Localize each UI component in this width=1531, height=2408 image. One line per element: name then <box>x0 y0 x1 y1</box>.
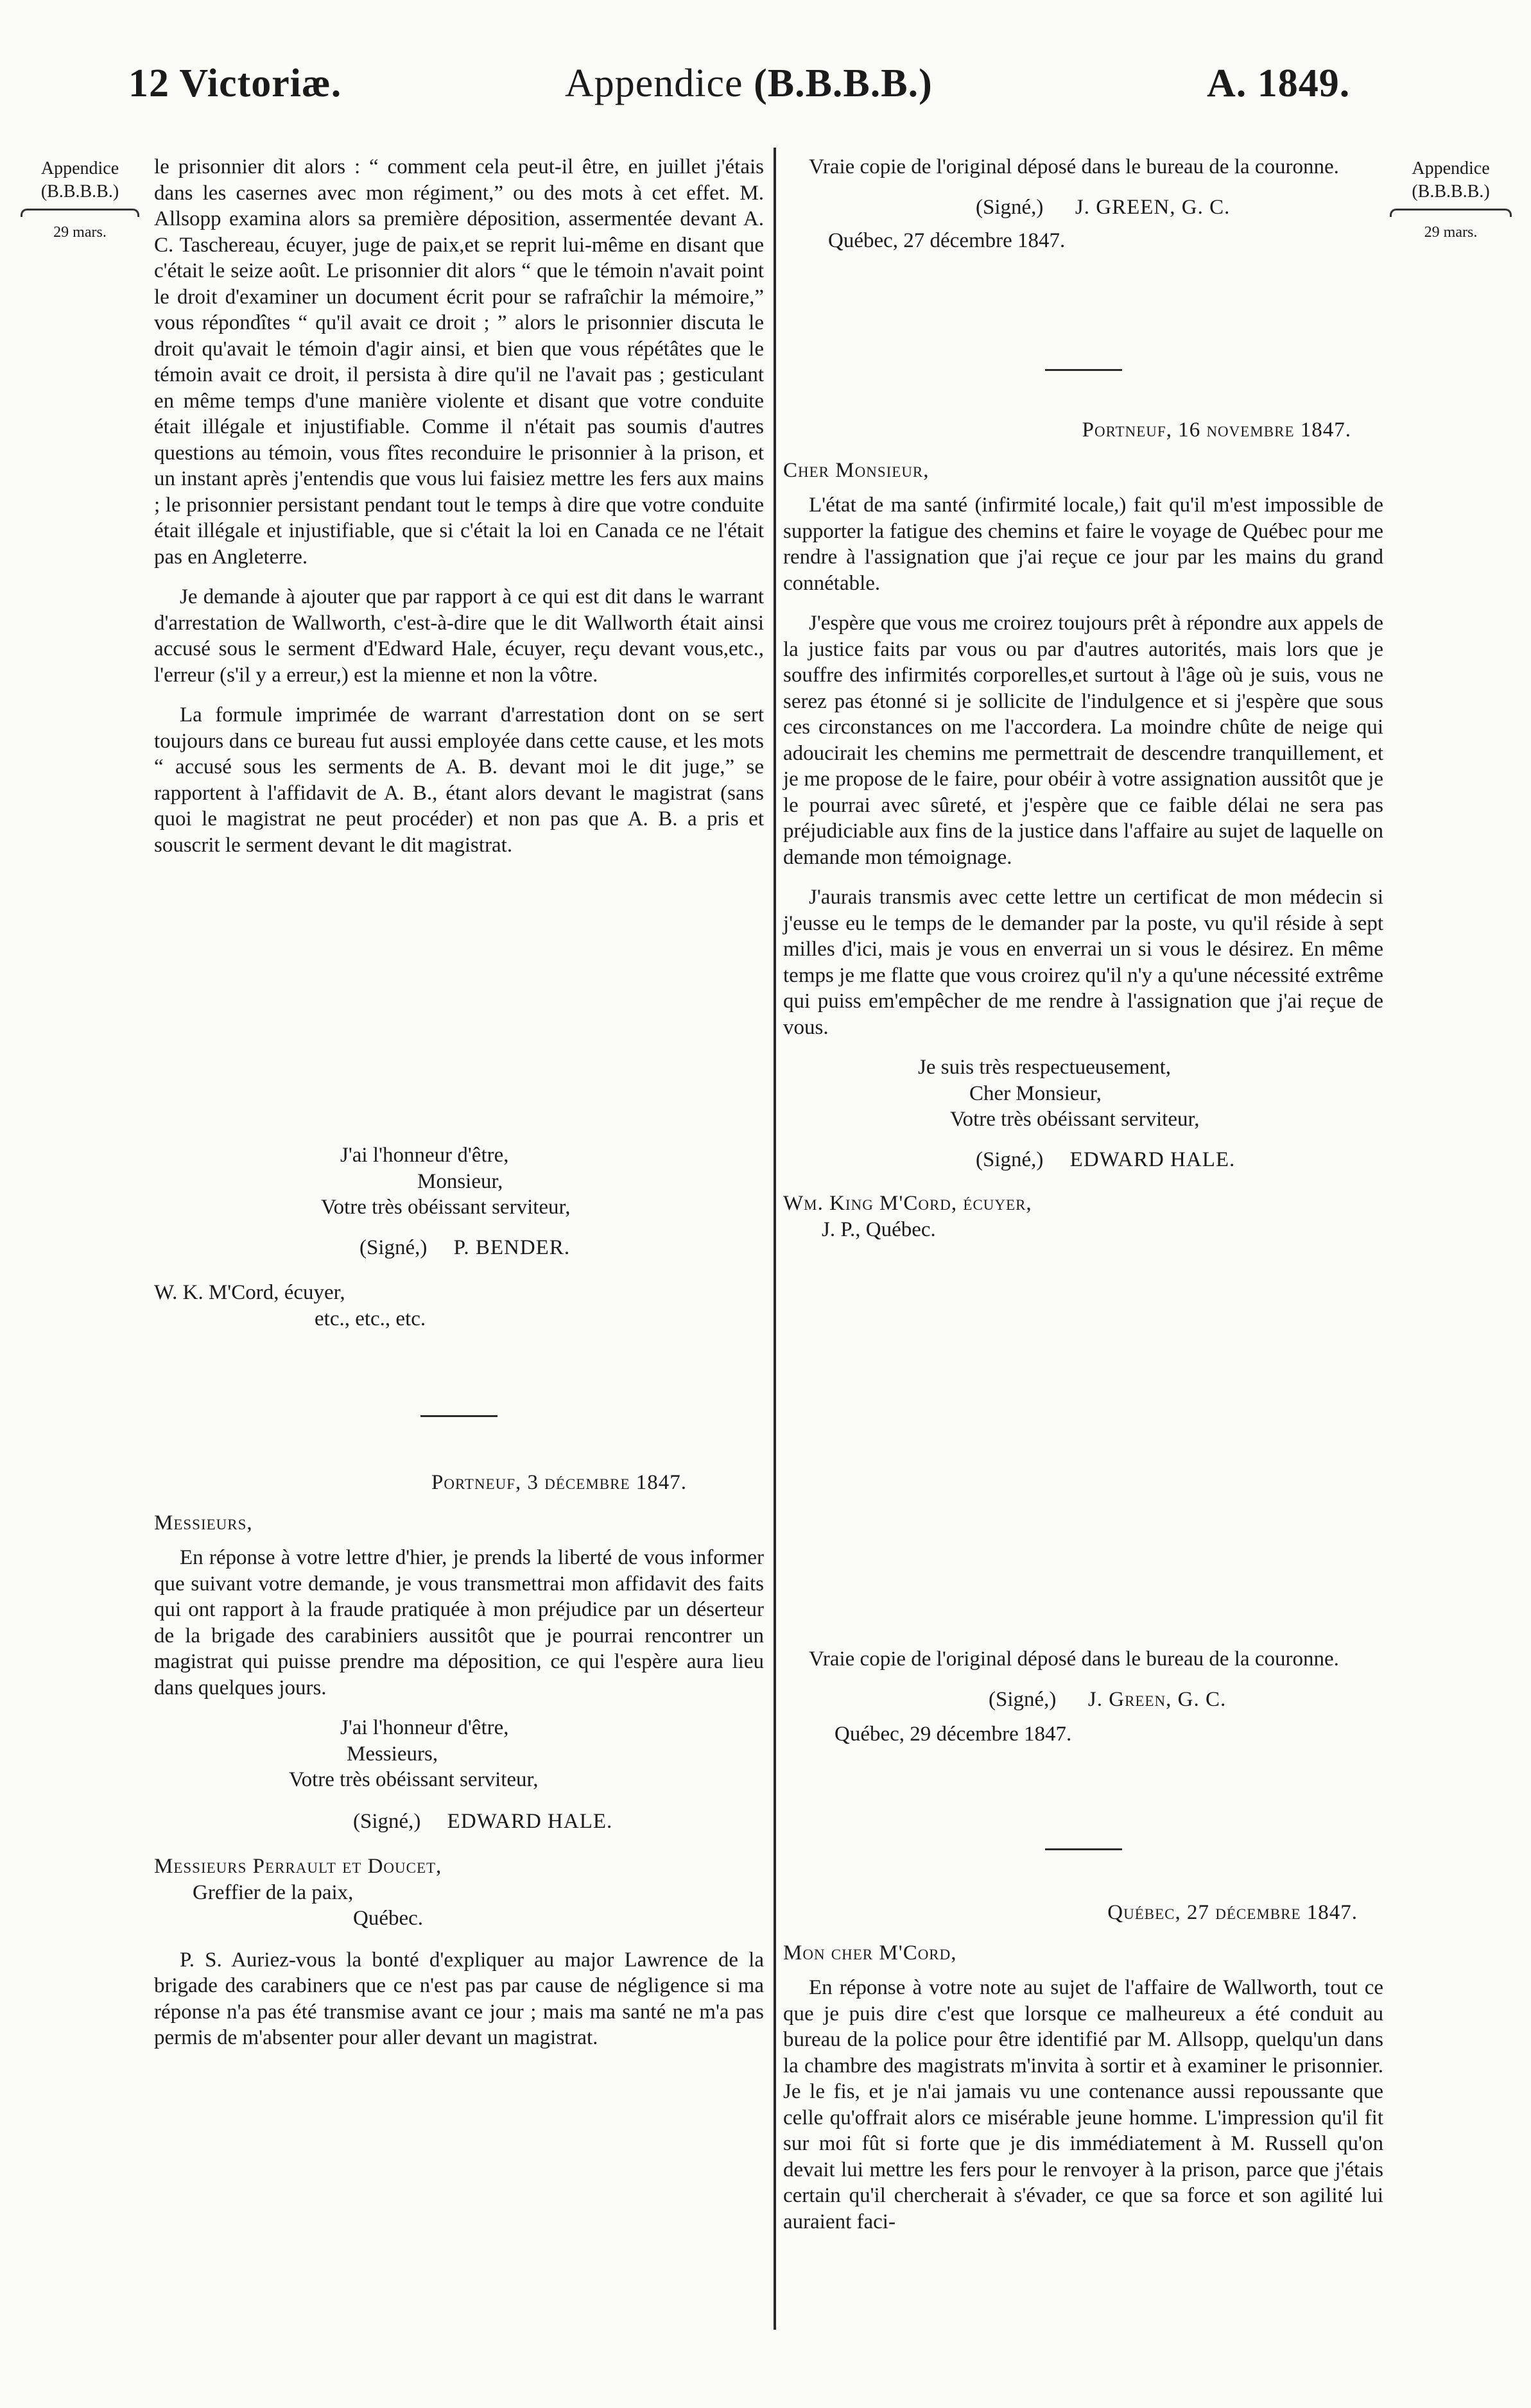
margin-note-date: 29 mars. <box>1424 224 1478 241</box>
signed-name: J. GREEN, G. C. <box>1075 195 1231 219</box>
signed-label: (Signé,) <box>976 1148 1044 1171</box>
addressee: Messieurs Perrault et Doucet, <box>154 1855 442 1878</box>
signed-label: (Signé,) <box>353 1809 421 1833</box>
paragraph: Vraie copie de l'original déposé dans le bureau de la couronne. <box>809 155 1339 178</box>
certification-date: Québec, 29 décembre 1847. <box>835 1723 1072 1746</box>
paragraph: Vraie copie de l'original déposé dans le bureau de la couronne. <box>809 1647 1339 1671</box>
signature <box>783 1147 1383 1173</box>
header-appendix <box>565 61 933 107</box>
paragraph: J'aurais transmis avec cette lettre un certificat de mon médecin si j'eusse eu le temps de le demander par la poste, vu qu'il réside à sept milles d'ici, mais je vous en enverrai un si vous le désirez. En même temps je me flatte que vous croirez qu'il n'y a qu'une nécessité extrême qui puiss em'empêcher de me rendre à l'assignation que j'ai reçue de vous. <box>783 886 1383 1039</box>
letter-quebec-dec <box>783 1900 1383 2249</box>
margin-note-label: Appendice <box>40 159 119 178</box>
header-appendix-label: Appendice <box>565 62 743 105</box>
letter-hale-nov <box>783 417 1383 1243</box>
margin-brace <box>1390 209 1512 217</box>
salutation: Mon cher M'Cord, <box>783 1941 957 1965</box>
paragraph: En réponse à votre note au sujet de l'affaire de Wallworth, tout ce que je puis dire c'est que lorsque ce malheureux a été conduit au bureau de la police pour être identifié par M. Allsopp, quelqu'un dans la chambre des magistrats m'invita à sortir et à examiner le prisonnier. Je le fis, et je n'ai jamais vu une contenance aussi repoussante que celle qu'offrait alors ce misérable jeune homme. L'impression qu'il fit sur moi fût si forte que je dis immédiatement à M. Russell qu'on devait lui mettre les fers pour le renvoyer à la prison, parce que j'étais certain qu'il chercherait à s'évader, ce que sa force et son agilité lui auraient faci- <box>783 1976 1383 2233</box>
dateline: Portneuf, 3 décembre 1847. <box>431 1471 687 1494</box>
signature <box>154 1809 764 1835</box>
paragraph: J'espère que vous me croirez toujours prêt à répondre aux appels de la justice faits par vous ou par d'autres autorités, mais lors que je souffre des infirmités corporelles,et surtout à l'âge où je suis, vous ne serez pas étonné si je sollicite de l'indulgence et si j'espère que sous ces circonstances on me l'accordera. La moindre chûte de neige qui adoucirait les chemins me permettrait de descendre tranquillement, et je me propose de le faire, pour obéir à votre assignation aussitôt que je le pourrai avec sûreté, et j'espère que ce faible délai ne sera pas préjudiciable aux fins de la justice dans l'affaire au sujet de laquelle on demande mon témoignage. <box>783 612 1383 869</box>
signed-label: (Signé,) <box>359 1235 428 1259</box>
closing-line: Cher Monsieur, <box>969 1081 1102 1105</box>
signed-name: EDWARD HALE. <box>1069 1148 1236 1171</box>
certification-date: Québec, 27 décembre 1847. <box>828 229 1066 252</box>
letter-bender-body <box>154 154 764 872</box>
closing-line: Votre très obéissant serviteur, <box>950 1108 1200 1131</box>
margin-note-code: (B.B.B.B.) <box>1412 182 1490 202</box>
header-year: A. 1849. <box>1207 62 1351 105</box>
addressee: W. K. M'Cord, écuyer, <box>154 1281 345 1304</box>
separator <box>783 1848 1383 1850</box>
signature <box>783 194 1383 221</box>
copy-certification-2 <box>783 1646 1383 1748</box>
margin-note-left <box>14 157 146 244</box>
signed-name: J. Green, G. C. <box>1087 1687 1227 1711</box>
salutation: Cher Monsieur, <box>783 458 930 482</box>
signature <box>154 1235 764 1261</box>
closing-line: Messieurs, <box>347 1742 438 1766</box>
signature <box>783 1687 1383 1713</box>
paragraph: le prisonnier dit alors : “ comment cela peut-il être, en juillet j'étais dans les casernes avec mon régiment,” ou des mots à cet effet. M. Allsopp examina alors sa première déposition, assermentée devant A. C. Taschereau, écuyer, juge de paix,et se reprit lui-même en disant que c'était le seize août. Le prisonnier dit alors “ que le témoin n'avait point le droit d'examiner un document écrit pour se rafraîchir la mémoire,” vous répondîtes “ qu'il avait ce droit ; ” alors le prisonnier discuta le droit qu'avait le témoin d'agir ainsi, et bien que vous répétâtes que le témoin avait ce droit, il persista à dire qu'il ne l'avait pas ; gesticulant en même temps d'une manière violente et disant que votre conduite était illégale et injustifiable. Comme il n'était pas soumis d'autres questions au témoin, vous fîtes reconduire le prisonnier à la prison, et un instant après j'entendis que vous lui faisiez mettre les fers aux mains ; le prisonnier persistant pendant tout le temps à dire que votre conduite était illégale et injustifiable, que si c'était la loi en Canada ce ne l'était pas en Angleterre. <box>154 155 764 569</box>
closing-line: Je suis très respectueusement, <box>918 1056 1172 1079</box>
separator <box>154 1415 764 1417</box>
salutation: Messieurs, <box>154 1511 253 1535</box>
addressee: Wm. King M'Cord, écuyer, <box>783 1192 1032 1215</box>
copy-certification-1 <box>783 154 1383 254</box>
header-appendix-code: (B.B.B.B.) <box>754 62 933 105</box>
signed-name: P. BENDER. <box>453 1235 571 1259</box>
signed-label: (Signé,) <box>989 1687 1057 1711</box>
closing-line: Monsieur, <box>417 1169 503 1193</box>
margin-note-date: 29 mars. <box>53 224 107 241</box>
closing-line: Votre très obéissant serviteur, <box>289 1768 539 1791</box>
margin-note-right <box>1383 157 1518 244</box>
dateline: Québec, 27 décembre 1847. <box>1107 1901 1358 1924</box>
margin-note-label: Appendice <box>1412 159 1490 178</box>
separator <box>783 369 1383 371</box>
letter-bender-closing <box>154 1142 764 1332</box>
closing-line: J'ai l'honneur d'être, <box>340 1144 509 1167</box>
addressee: etc., etc., etc. <box>315 1307 426 1330</box>
signed-name: EDWARD HALE. <box>447 1809 613 1833</box>
paragraph: En réponse à votre lettre d'hier, je prends la liberté de vous informer que suivant votre demande, je vous transmettrai mon affidavit des faits qui ont rapport à la fraude pratiquée à mon préjudice par un déserteur de la brigade des carabiniers aussitôt que je pourrai rencontrer un magistrat qui puisse prendre ma déposition, ce qui l'espère aura lieu dans quelques jours. <box>154 1546 764 1699</box>
addressee: J. P., Québec. <box>822 1217 936 1241</box>
letter-hale-dec <box>154 1470 764 2065</box>
postscript: P. S. Auriez-vous la bonté d'expliquer au major Lawrence de la brigade des carabiners que ce n'est pas par cause de négligence si ma réponse n'a pas été transmise avant ce jour ; mais ma santé ne m'a pas permis de m'absenter pour aller devant un magistrat. <box>154 1948 764 2049</box>
paragraph: La formule imprimée de warrant d'arrestation dont on se sert toujours dans ce bureau fut aussi employée dans cette cause, et les mots “ accusé sous les serments de A. B. devant moi le dit juge,” se rapportent à l'affidavit de A. B., étant alors devant le magistrat (sans quoi le magistrat ne peut procéder) et non pas que A. B. a pris et souscrit le serment devant le dit magistrat. <box>154 703 764 857</box>
margin-note-code: (B.B.B.B.) <box>40 182 119 202</box>
paragraph: Je demande à ajouter que par rapport à ce qui est dit dans le warrant d'arrestation de Wallworth, c'est-à-dire que le dit Wallworth était ainsi accusé sous le serment d'Edward Hale, écuyer, reçu devant vous,etc., l'erreur (s'il y a erreur,) est la mienne et non la vôtre. <box>154 585 764 687</box>
addressee: Québec. <box>353 1907 424 1930</box>
paragraph: L'état de ma santé (infirmité locale,) fait qu'il m'est impossible de supporter la fatigue des chemins et faire le voyage de Québec pour me rendre à l'assignation que j'ai reçue ce jour par les mains du grand connétable. <box>783 494 1383 595</box>
header-session: 12 Victoriæ. <box>128 62 342 105</box>
margin-brace <box>21 209 139 217</box>
signed-label: (Signé,) <box>976 195 1044 219</box>
closing-line: J'ai l'honneur d'être, <box>340 1716 509 1739</box>
addressee: Greffier de la paix, <box>193 1880 354 1904</box>
column-divider <box>774 148 776 2330</box>
closing-line: Votre très obéissant serviteur, <box>321 1196 571 1219</box>
dateline: Portneuf, 16 novembre 1847. <box>1082 418 1351 442</box>
